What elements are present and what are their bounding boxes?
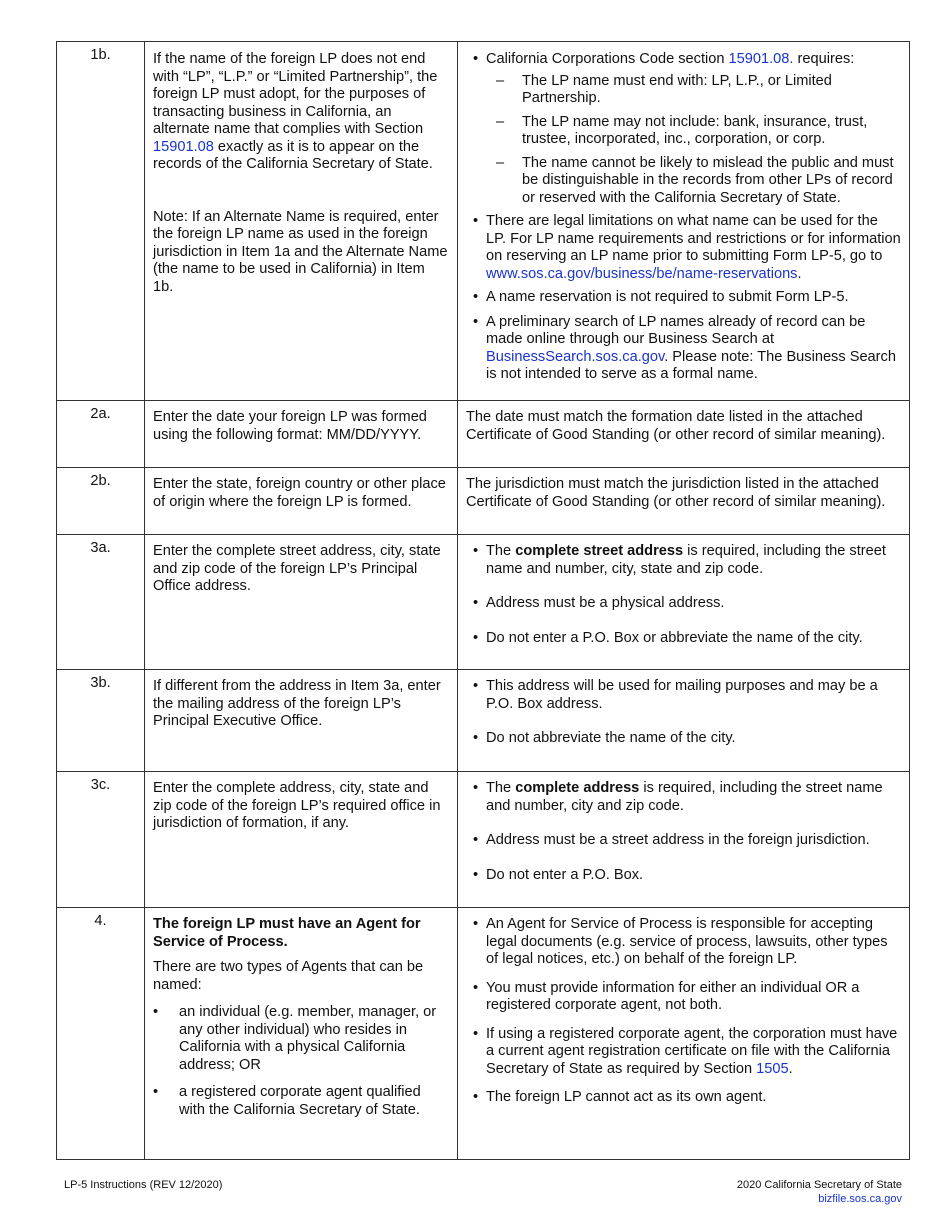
notes-cell bbox=[458, 468, 910, 535]
list-item: • The complete street address is required, including the street name and number, city, state and zip code. bbox=[466, 543, 901, 578]
notes-cell bbox=[458, 42, 910, 401]
section-1505-link[interactable]: 1505 bbox=[756, 1060, 789, 1077]
table-row bbox=[57, 670, 910, 772]
notes-cell bbox=[458, 401, 910, 468]
list-item: • a registered corporate agent qualified with the California Secretary of State. bbox=[153, 1084, 449, 1119]
note-text: The date must match the formation date listed in the attached Certificate of Good Standing (or other record of similar meaning). bbox=[466, 409, 886, 443]
list-item: – The LP name must end with: LP, L.P., or Limited Partnership. bbox=[486, 73, 901, 108]
list-item: • If using a registered corporate agent, the corporation must have a current agent registration certificate on file with the California Secretary of State as required by Section 1505. bbox=[466, 1026, 901, 1079]
list-item: • Do not abbreviate the name of the city. bbox=[466, 730, 901, 748]
item-number: 3a. bbox=[90, 540, 111, 556]
item-number: 2a. bbox=[90, 406, 111, 422]
instruction-text: If the name of the foreign LP does not end with “LP”, “L.P.” or “Limited Partnership”, the foreign LP must adopt, for the purposes of transacting business in California, an alternate name that complies with Section 15901.08 exactly as it is to appear on the records of the California Secretary of State. bbox=[153, 51, 438, 172]
instruction-cell bbox=[145, 908, 458, 1160]
name-reservations-link[interactable]: www.sos.ca.gov/business/be/name-reservations bbox=[486, 265, 798, 282]
notes-list bbox=[466, 543, 901, 647]
instruction-heading: The foreign LP must have an Agent for Service of Process. bbox=[153, 916, 421, 950]
list-item: • This address will be used for mailing purposes and may be a P.O. Box address. bbox=[466, 678, 901, 713]
agent-types-list bbox=[153, 1004, 449, 1119]
requirements-list bbox=[486, 73, 901, 208]
instruction-cell bbox=[145, 670, 458, 772]
section-15901-08-link[interactable]: 15901.08 bbox=[153, 138, 214, 155]
item-number-cell bbox=[57, 772, 145, 908]
note-text: The jurisdiction must match the jurisdiction listed in the attached Certificate of Good Standing (or other record of similar meaning). bbox=[466, 476, 886, 510]
instruction-text: Enter the complete address, city, state and zip code of the foreign LP’s required office in jurisdiction of formation, if any. bbox=[153, 780, 441, 831]
list-item: • An Agent for Service of Process is responsible for accepting legal documents (e.g. service of process, lawsuits, other types of legal notices, etc.) on behalf of the foreign LP. bbox=[466, 916, 901, 969]
item-number: 4. bbox=[94, 913, 107, 929]
notes-cell bbox=[458, 535, 910, 670]
table-row bbox=[57, 535, 910, 670]
notes-cell bbox=[458, 670, 910, 772]
table-row bbox=[57, 468, 910, 535]
item-number-cell bbox=[57, 42, 145, 401]
notes-cell bbox=[458, 908, 910, 1160]
instruction-text: Enter the complete street address, city, state and zip code of the foreign LP’s Principal Office address. bbox=[153, 543, 441, 594]
notes-cell bbox=[458, 772, 910, 908]
instruction-note: Note: If an Alternate Name is required, enter the foreign LP name as used in the foreign jurisdiction in Item 1a and the Alternate Name (the name to be used in California) in Item 1b. bbox=[153, 208, 448, 295]
instruction-cell bbox=[145, 42, 458, 401]
item-number: 3c. bbox=[90, 777, 111, 793]
item-number-cell bbox=[57, 468, 145, 535]
business-search-link[interactable]: BusinessSearch.sos.ca.gov bbox=[486, 348, 665, 365]
list-item: • The foreign LP cannot act as its own agent. bbox=[466, 1089, 901, 1107]
item-number-cell bbox=[57, 401, 145, 468]
table-row bbox=[57, 908, 910, 1160]
instruction-text: There are two types of Agents that can be named: bbox=[153, 959, 424, 993]
instruction-text: Enter the date your foreign LP was formed using the following format: MM/DD/YYYY. bbox=[153, 409, 427, 443]
item-number: 3b. bbox=[90, 675, 111, 691]
list-item: • A preliminary search of LP names already of record can be made online through our Business Search at BusinessSearch.sos.ca.gov. Please note: The Business Search is not intended to serve as a formal name. bbox=[466, 314, 901, 384]
instruction-cell bbox=[145, 468, 458, 535]
list-item: – The LP name may not include: bank, insurance, trust, trustee, incorporated, inc., corporation, or corp. bbox=[486, 114, 901, 149]
list-item: • The complete address is required, including the street name and number, city and zip code. bbox=[466, 780, 901, 815]
item-number-cell bbox=[57, 670, 145, 772]
list-item: • Do not enter a P.O. Box or abbreviate the name of the city. bbox=[466, 630, 901, 648]
instruction-cell bbox=[145, 772, 458, 908]
list-item: • California Corporations Code section 15901.08. requires: – The LP name must end with: LP, L.P., or Limited Partnership. – The LP name may not include: bank, insurance, trust, trustee, incorporated, inc., corporation, or corp. – The name cannot be likely to mislead the public and must be distinguishable in the records from other LPs of record or reserved with the California Secretary of State. bbox=[466, 51, 901, 207]
list-item: • There are legal limitations on what name can be used for the LP. For LP name requirements and restrictions or for information on reserving an LP name prior to submitting Form LP-5, go to www.sos.ca.gov/business/be/name-reservations. bbox=[466, 213, 901, 283]
website-link[interactable]: bizfile.sos.ca.gov bbox=[818, 1193, 902, 1205]
list-item: • You must provide information for either an individual OR a registered corporate agent, not both. bbox=[466, 980, 901, 1015]
instructions-table bbox=[56, 41, 910, 1160]
table-row bbox=[57, 401, 910, 468]
item-number-cell bbox=[57, 535, 145, 670]
instruction-cell bbox=[145, 401, 458, 468]
item-number: 1b. bbox=[90, 47, 111, 63]
notes-list bbox=[466, 916, 901, 1107]
list-item: • Do not enter a P.O. Box. bbox=[466, 867, 901, 885]
notes-list bbox=[466, 678, 901, 748]
item-number: 2b. bbox=[90, 473, 111, 489]
list-item: • Address must be a physical address. bbox=[466, 595, 901, 613]
list-item: • an individual (e.g. member, manager, or any other individual) who resides in California with a physical California address; OR bbox=[153, 1004, 449, 1074]
list-item: – The name cannot be likely to mislead the public and must be distinguishable in the records from other LPs of record or reserved with the California Secretary of State. bbox=[486, 155, 901, 208]
table-row bbox=[57, 772, 910, 908]
copyright-footer: 2020 California Secretary of State bbox=[736, 1179, 902, 1191]
code-section-link[interactable]: 15901.08. bbox=[728, 51, 794, 67]
list-item: • A name reservation is not required to submit Form LP-5. bbox=[466, 289, 901, 307]
table-row bbox=[57, 42, 910, 401]
item-number-cell bbox=[57, 908, 145, 1160]
instruction-text: If different from the address in Item 3a, enter the mailing address of the foreign LP’s Principal Executive Office. bbox=[153, 678, 441, 729]
notes-list bbox=[466, 780, 901, 884]
instruction-text: Enter the state, foreign country or other place of origin where the foreign LP is formed. bbox=[153, 476, 446, 510]
instruction-cell bbox=[145, 535, 458, 670]
list-item: • Address must be a street address in the foreign jurisdiction. bbox=[466, 832, 901, 850]
notes-list bbox=[466, 51, 901, 384]
form-id-footer: LP-5 Instructions (REV 12/2020) bbox=[64, 1179, 223, 1191]
